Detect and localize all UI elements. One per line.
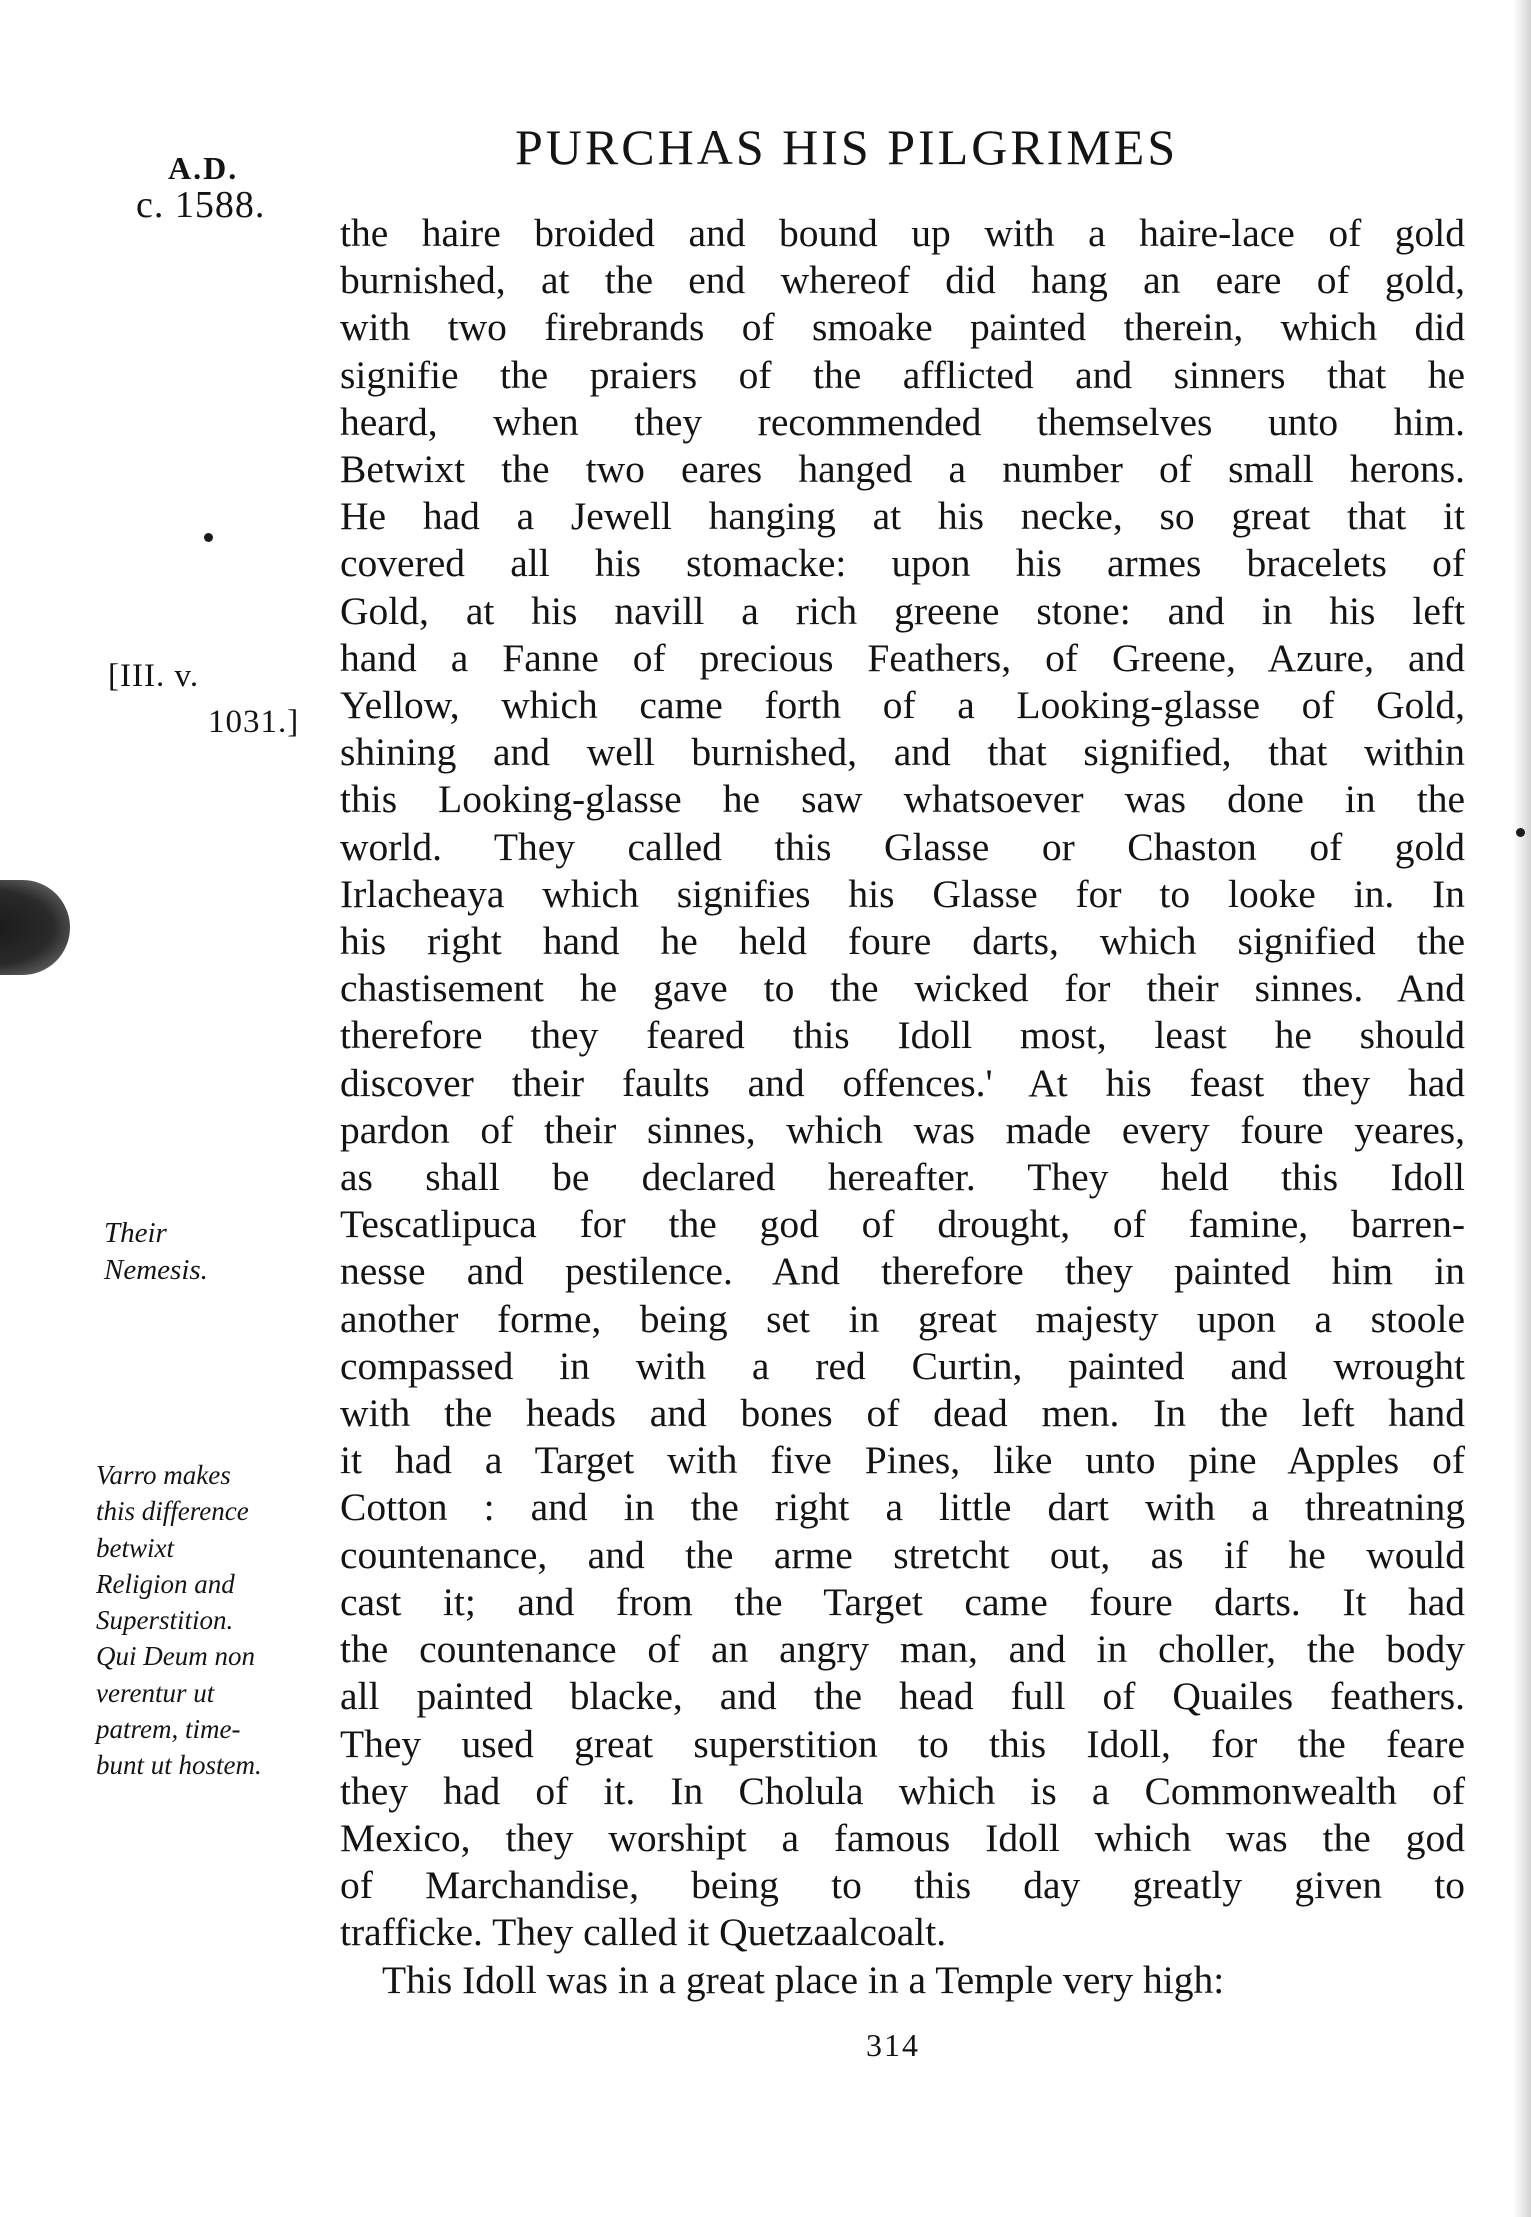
header-era: A.D. — [168, 150, 239, 186]
body-line: Mexico, they worshipt a famous Idoll which was the god — [340, 1815, 1465, 1860]
margin-reference-volume: [III. v. — [108, 658, 200, 694]
body-line: nesse and pestilence. And therefore they painted him in — [340, 1249, 1465, 1294]
body-line: as shall be declared hereafter. They held this Idoll — [340, 1155, 1465, 1200]
body-text — [340, 210, 1465, 2004]
body-line: of Marchandise, being to this day greatly given to — [340, 1863, 1465, 1908]
body-line: Gold, at his navill a rich greene stone: and in his left — [340, 588, 1465, 633]
body-line: burnished, at the end whereof did hang an eare of gold, — [340, 258, 1465, 303]
body-line: it had a Target with five Pines, like unto pine Apples of — [340, 1438, 1465, 1483]
side-note-varro — [96, 1457, 262, 1784]
ink-speck — [1516, 828, 1525, 837]
body-line: They used great superstition to this Idoll, for the feare — [340, 1721, 1465, 1766]
body-line: with two firebrands of smoake painted therein, which did — [340, 305, 1465, 350]
body-line: his right hand he held foure darts, which signified the — [340, 919, 1465, 964]
side-note-line: Qui Deum non — [96, 1641, 255, 1672]
thumb-shadow — [0, 880, 70, 975]
body-line: Yellow, which came forth of a Looking-glasse of Gold, — [340, 683, 1465, 728]
body-line: the haire broided and bound up with a haire-lace of gold — [340, 211, 1465, 255]
body-line: Cotton : and in the right a little dart with a threatning — [340, 1485, 1465, 1530]
margin-reference-page: 1031.] — [208, 704, 300, 740]
body-line: Tescatlipuca for the god of drought, of famine, barren- — [340, 1202, 1465, 1247]
body-line: He had a Jewell hanging at his necke, so great that it — [340, 494, 1465, 539]
page-edge-shadow — [1513, 0, 1531, 2217]
body-line: discover their faults and offences.' At his feast they had — [340, 1060, 1465, 1105]
body-line: with the heads and bones of dead men. In the left hand — [340, 1391, 1465, 1436]
side-note-line: Superstition. — [96, 1605, 234, 1636]
body-line: shining and well burnished, and that signified, that within — [340, 730, 1465, 775]
running-title: PURCHAS HIS PILGRIMES — [515, 119, 1179, 175]
body-line: Betwixt the two eares hanged a number of small herons. — [340, 447, 1465, 492]
body-line: trafficke. They called it Quetzaalcoalt. — [340, 1910, 947, 1955]
body-line: another forme, being set in great majesty upon a stoole — [340, 1296, 1465, 1341]
body-line: they had of it. In Cholula which is a Commonwealth of — [340, 1768, 1465, 1813]
side-note-line: patrem, time- — [96, 1714, 241, 1745]
side-note-line: Religion and — [96, 1568, 235, 1599]
side-note-line: Varro makes — [96, 1460, 231, 1490]
body-line: compassed in with a red Curtin, painted and wrought — [340, 1343, 1465, 1388]
body-line: hand a Fanne of precious Feathers, of Greene, Azure, and — [340, 635, 1465, 680]
body-line: signifie the praiers of the afflicted and sinners that he — [340, 352, 1465, 397]
body-line: covered all his stomacke: upon his armes bracelets of — [340, 541, 1465, 586]
side-note-line: Their — [104, 1217, 167, 1249]
body-line: cast it; and from the Target came foure darts. It had — [340, 1579, 1465, 1624]
side-note-line: this difference — [96, 1496, 249, 1527]
header-year: c. 1588. — [136, 184, 266, 226]
body-line: Irlacheaya which signifies his Glasse for to looke in. In — [340, 871, 1465, 916]
body-line: countenance, and the arme stretcht out, as if he would — [340, 1532, 1465, 1577]
side-note-nemesis — [104, 1215, 208, 1289]
body-line: world. They called this Glasse or Chaston of gold — [340, 824, 1465, 869]
body-line: pardon of their sinnes, which was made every foure yeares, — [340, 1107, 1465, 1152]
ink-speck — [204, 533, 213, 542]
body-line: chastisement he gave to the wicked for their sinnes. And — [340, 966, 1465, 1011]
side-note-line: verentur ut — [96, 1677, 215, 1708]
body-line: therefore they feared this Idoll most, least he should — [340, 1013, 1465, 1058]
side-note-line: betwixt — [96, 1532, 174, 1563]
body-line: all painted blacke, and the head full of Quailes feathers. — [340, 1674, 1465, 1719]
page-number: 314 — [866, 2027, 920, 2063]
side-note-line: bunt ut hostem. — [96, 1750, 262, 1781]
body-line: the countenance of an angry man, and in choller, the body — [340, 1627, 1465, 1672]
body-line: heard, when they recommended themselves unto him. — [340, 399, 1465, 444]
side-note-line: Nemesis. — [104, 1254, 208, 1286]
body-line: this Looking-glasse he saw whatsoever was done in the — [340, 777, 1465, 822]
body-final-line: This Idoll was in a great place in a Temple very high: — [382, 1957, 1225, 2002]
